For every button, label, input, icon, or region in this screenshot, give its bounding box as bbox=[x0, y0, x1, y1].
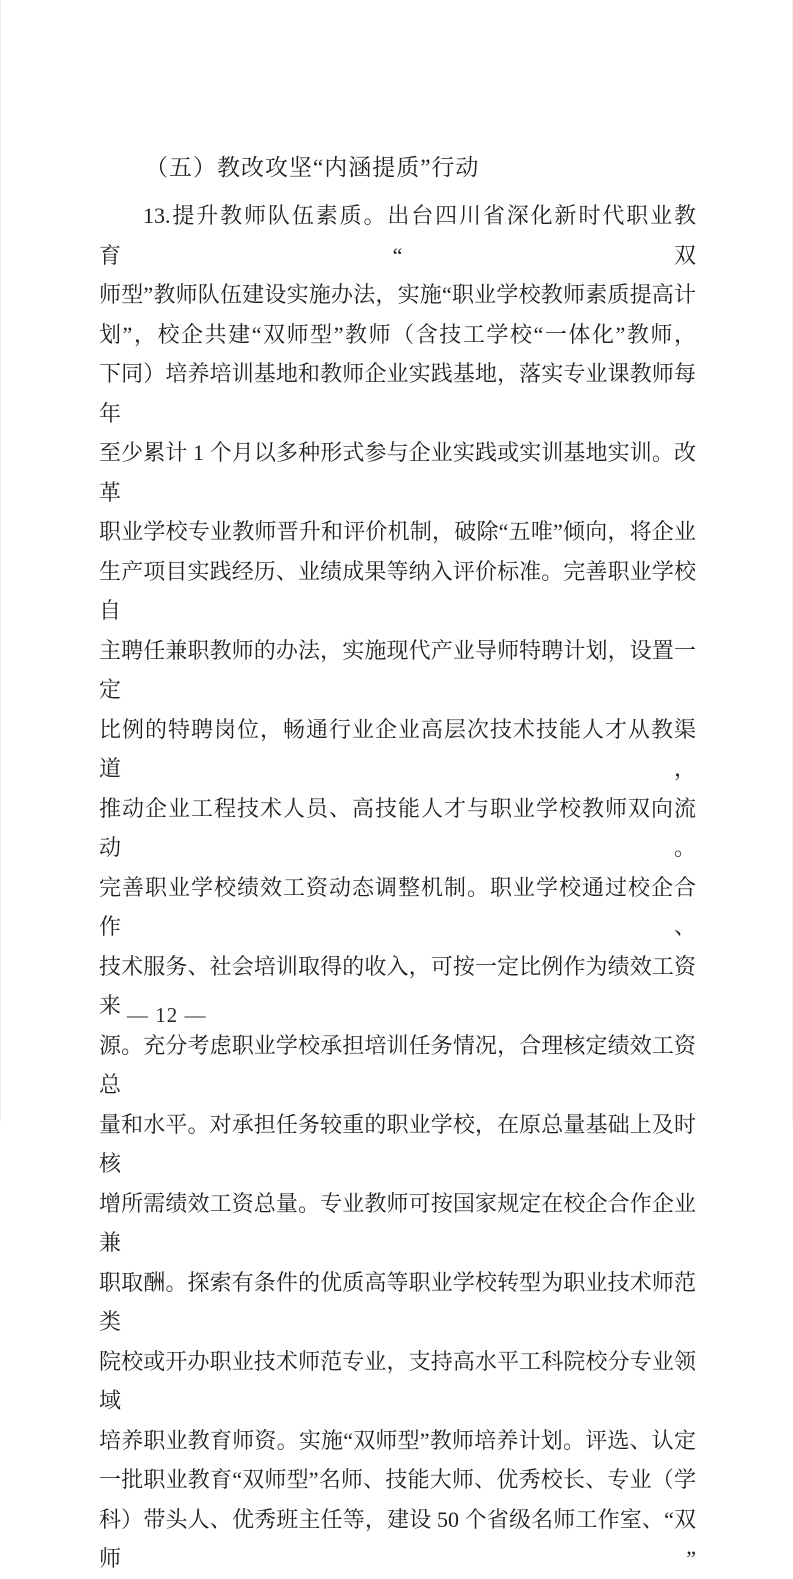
paragraph bbox=[99, 196, 696, 1579]
paragraph-line: 划”，校企共建“双师型”教师（含技工学校“一体化”教师， bbox=[99, 321, 696, 347]
paragraph-line: 一批职业教育“双师型”名师、技能大师、优秀校长、专业（学 bbox=[99, 1467, 696, 1492]
paragraph-line: 增所需绩效工资总量。专业教师可按国家规定在校企合作企业兼 bbox=[99, 1190, 696, 1255]
paragraph-line: 13.提升教师队伍素质。出台四川省深化新时代职业教育“双 bbox=[99, 203, 696, 268]
paragraph-line: 职取酬。探索有条件的优质高等职业学校转型为职业技术师范类 bbox=[99, 1269, 696, 1334]
paragraph-line: 技术服务、社会培训取得的收入，可按一定比例作为绩效工资来 bbox=[99, 953, 696, 1018]
page-number: — 12 — bbox=[127, 1003, 207, 1027]
paragraph-line: 主聘任兼职教师的办法，实施现代产业导师特聘计划，设置一定 bbox=[99, 637, 696, 702]
paragraph-line: 生产项目实践经历、业绩成果等纳入评价标准。完善职业学校自 bbox=[99, 558, 696, 623]
paragraph-line: 科）带头人、优秀班主任等，建设 50 个省级名师工作室、“双师” bbox=[99, 1506, 696, 1571]
paragraph-line: 完善职业学校绩效工资动态调整机制。职业学校通过校企合作、 bbox=[99, 874, 696, 939]
paragraph-line: 量和水平。对承担任务较重的职业学校，在原总量基础上及时核 bbox=[99, 1111, 696, 1176]
document-content bbox=[99, 148, 696, 1579]
paragraph-line: 推动企业工程技术人员、高技能人才与职业学校教师双向流动。 bbox=[99, 795, 696, 860]
paragraph-line: 比例的特聘岗位，畅通行业企业高层次技术技能人才从教渠道， bbox=[99, 716, 696, 781]
paragraph-line: 下同）培养培训基地和教师企业实践基地，落实专业课教师每年 bbox=[99, 361, 696, 426]
paragraph-line: 至少累计 1 个月以多种形式参与企业实践或实训基地实训。改革 bbox=[99, 440, 696, 505]
section-heading: （五）教改攻坚“内涵提质”行动 bbox=[145, 155, 480, 180]
paragraph-line: 职业学校专业教师晋升和评价机制，破除“五唯”倾向，将企业 bbox=[99, 519, 696, 544]
paragraph-line: 培养职业教育师资。实施“双师型”教师培养计划。评选、认定 bbox=[99, 1427, 696, 1453]
paragraph-line: 院校或开办职业技术师范专业，支持高水平工科院校分专业领域 bbox=[99, 1348, 696, 1413]
paragraph-line: 源。充分考虑职业学校承担培训任务情况，合理核定绩效工资总 bbox=[99, 1032, 696, 1097]
paragraph-line: 师型”教师队伍建设实施办法，实施“职业学校教师素质提高计 bbox=[99, 282, 696, 307]
